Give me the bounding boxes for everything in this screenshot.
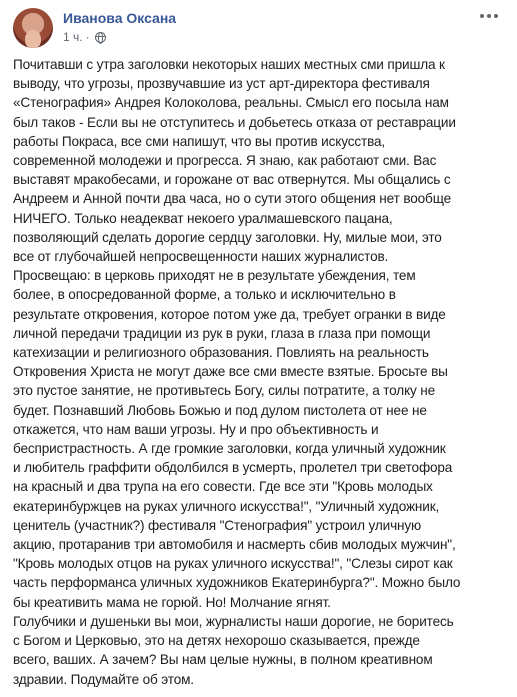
post-text-line: результате откровения, которое потом уже да, требует огранки в виде (13, 306, 446, 322)
post-timestamp[interactable]: 1 ч. (63, 30, 83, 44)
post-text-line: позволяющий сделать дорогие сердцу заголовки. Ну, милые мои, это (13, 229, 442, 245)
post-text-line: бы креативить мама не горюй. Но! Молчание ягнят. (13, 594, 331, 610)
post-text-line: на красный и два трупа на его совести. Где все эти "Кровь молодых (13, 479, 433, 495)
post-meta (63, 30, 106, 44)
post-text-line: это пустое занятие, не противьтесь Богу, силы потратите, а толку не (13, 383, 436, 399)
post-text-line: акцию, протаранив три автомобиля и насмерть сбив молодых мужчин", (13, 537, 456, 553)
post-text-line: ценитель (участник?) фестиваля "Стенография" устроил уличную (13, 517, 422, 533)
post-text-line: был таков - Если вы не отступитесь и добьетесь отказа от реставрации (13, 114, 456, 130)
post-text-line: современной молодежи и прогресса. Я знаю, как работают сми. Вас (13, 153, 437, 169)
post-text-line: "Кровь молодых отцов на руках уличного искусства!", "Слезы сирот как (13, 556, 453, 572)
post-text-line: всего, ваших. А зачем? Вы нам целые нужны, в полном креативном (13, 652, 433, 668)
globe-icon[interactable] (95, 32, 106, 43)
post-text-line: работы Покраса, все сми напишут, что вы против искусства, (13, 133, 386, 149)
post-text (13, 55, 510, 689)
post-text-line: и любитель граффити обдолбился в усмерть, пролетел три светофора (13, 460, 453, 476)
post-text-line: Откровения Христа не могут даже все сми вместе взятые. Бросьте вы (13, 364, 448, 380)
post-text-line: с Богом и Церковью, это на детях нехорошо сказывается, прежде (13, 633, 420, 649)
author-name[interactable]: Иванова Оксана (63, 10, 177, 26)
meta-separator: · (85, 30, 90, 44)
post-text-line: Почитавши с утра заголовки некоторых наших местных сми пришла к (13, 57, 445, 72)
post-text-line: Просвещаю: в церковь приходят не в результате убеждения, тем (13, 268, 416, 284)
post-text-line: Андреем и Анной почти два часа, но о сути этого общения нет вообще (13, 191, 451, 207)
post-text-line: откажется, что нам ваши угрозы. Ну и про объективность и (13, 421, 379, 437)
post-text-line: часть перформанса уличных художников Екатеринбурга?". Можно было (13, 575, 461, 591)
post-text-line: Голубчики и душеньки вы мои, журналисты наши дорогие, не боритесь (13, 613, 454, 629)
author-avatar[interactable] (13, 8, 53, 48)
post-text-line: НИЧЕГО. Только неадекват некоего уралмашевского пацана, (13, 210, 393, 226)
post-text-line: екатеринбуржцев на руках уличного искусства!", "Уличный художник, (13, 498, 440, 514)
more-options-icon[interactable] (480, 10, 502, 22)
post-text-line: будет. Познавший Любовь Божью и под дулом пистолета от нее не (13, 402, 427, 418)
post-text-line: «Стенография» Андрея Колоколова, реальны. Смысл его посыла нам (13, 95, 449, 111)
post-text-line: личной передачи традиции из рук в руки, глаза в глаза при помощи (13, 325, 431, 341)
post-text-line: выводу, что угрозы, прозвучавшие из уст арт-директора фестиваля (13, 76, 430, 92)
post-text-line: все от глубочайшей непросвещенности наших журналистов. (13, 249, 389, 265)
post-text-line: выставят мракобесами, и горожане от вас отвернутся. Мы общались с (13, 172, 451, 188)
post-text-line: беспристрастность. А где громкие заголовки, когда уличный художник (13, 441, 446, 457)
post-text-line: более, в опосредованной форме, а только и исключительно в (13, 287, 396, 303)
post-text-line: катехизации и религиозного образования. Повлиять на реальность (13, 345, 429, 361)
post-text-line: здравии. Подумайте об этом. (13, 671, 194, 687)
